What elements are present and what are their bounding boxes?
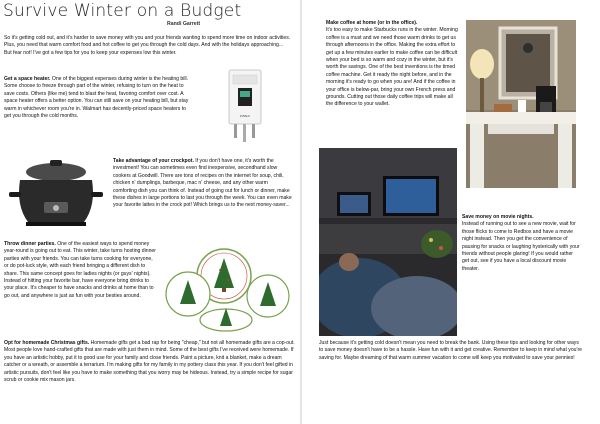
coffee-heading: Make coffee at home (or in the office). bbox=[326, 20, 418, 26]
dinner-body: One of the easiest ways to spend money year-round is going out to eat. This winter, take turns hosting dinner parties with your friends. You can take turns cooking for everyone, or do pot-luck style, with each friend bringing a different dish to share. This same concept goes for ladies nights (or guys' nights). Instead of hitting your favorite bar, have everyone bring drinks to your place. It's cheaper to have snacks and drinks at home than to go out, and anywhere is just as fun with your besties around. bbox=[4, 241, 156, 299]
dinner-heading: Throw dinner parties. bbox=[4, 241, 56, 247]
crockpot-illustration bbox=[6, 158, 106, 234]
heater-body: One of the biggest expenses during winter is the heating bill. Some choose to freeze through part of the winter, refusing to turn on the heat to save costs. Others (like me) tend to blast the heat, favoring comfort over cost. A space heater offers a better option. You can still save on your heating bill, but stay warm in whichever room you're in. Walmart has decently-priced space heaters to get you through the cold months. bbox=[4, 76, 189, 120]
space-heater-illustration bbox=[196, 66, 292, 150]
article-title: Survive Winter on a Budget bbox=[3, 1, 242, 21]
space-heater-photo bbox=[196, 66, 292, 150]
christmas-dishes-photo bbox=[160, 244, 294, 334]
crockpot-paragraph bbox=[113, 158, 293, 210]
intro-paragraph: So it's getting cold out, and it's harder to save money with you and your friends wanting to spend more time on indoor activities. Plus, you need that warm comfort food and hot coffee to get you through the cold days. And with the holidays approaching... But fear not! I've got a few tips for you to keep your expenses low this winter. bbox=[4, 35, 291, 56]
coffee-station-illustration bbox=[466, 20, 576, 188]
gifts-body: Homemade gifts get a bad rap for being "cheap," but not all homemade gifts are a cop-out. Most people love hand-crafted gifts that are made with just them in mind. Some of the best gifts I've received were homemade. If you have an artistic hobby, put it to good use for your family and close friends. Paint a picture, knit a blanket, make a dream catcher or a wreath, or assemble a terrarium. I'm making gifts for my family in my pottery class this year. If you don't feel gifted in artistic pursuits, don't feel like you have to make something that you worry may be hideous. Instead, try a simple recipe for sugar scrub or cookie mix mason jars. bbox=[4, 340, 295, 384]
movies-paragraph bbox=[462, 214, 580, 273]
heater-paragraph bbox=[4, 76, 192, 120]
crockpot-photo bbox=[6, 158, 106, 234]
heater-heading: Get a space heater. bbox=[4, 76, 51, 82]
gifts-heading: Opt for homemade Christmas gifts. bbox=[4, 340, 90, 346]
coffee-paragraph bbox=[326, 20, 460, 109]
crockpot-body: If you don't have one, it's worth the investment! You can sometimes even find inexpensive, secondhand slow cookers at Goodwill. There are tons of recipes on the internet for soup, chili, chicken n' dumplings, barbeque, mac n' cheese, and any other warm comforting dish you can think of. Instead of going out for lunch or dinner, make these dishes in large portions to last you through the week. You can even make your favorite lattes in the crock pot! Which brings us to the next money-saver... bbox=[113, 158, 292, 209]
christmas-dishes-illustration bbox=[160, 244, 294, 334]
coffee-body: It's too easy to make Starbucks runs in the winter. Morning coffee is a must and we need those warm drinks to get us through afternoons in the office. Making the extra effort to get up a few minutes earlier to make coffee can be difficult when your bed is so warm and cozy in the winter, but it's worth the savings. One of the best inventions is the timed coffee machine. Get it ready the night before, and in the morning it's ready to go when you are! And if the coffee in your office is below-par, bring your own French press and grounds. Cutting out those daily coffee trips will make all the difference to your wallet. bbox=[326, 27, 458, 108]
author-byline: Randi Garrett bbox=[167, 21, 201, 27]
dinner-paragraph bbox=[4, 241, 158, 300]
coffee-station-photo bbox=[466, 20, 576, 188]
movies-body: Instead of running out to see a new movie, wait for those flicks to come to Redbox and have a movie night instead. Then you get the convenience of pausing for snacks or laughing hysterically with your friends without people glaring! If you would rather get out, see if you have a local discount movie theater. bbox=[462, 221, 580, 272]
gifts-paragraph bbox=[4, 340, 296, 384]
movie-night-photo bbox=[319, 148, 457, 336]
crockpot-heading: Take advantage of your crockpot. bbox=[113, 158, 194, 164]
closing-paragraph: Just because it's getting cold doesn't mean you need to break the bank. Using these tips and looking for other ways to save money doesn't have to be a hassle. Have fun with it and get creative. Remember to keep in mind what you're saving for. Maybe dreaming of that warm summer vacation to come will keep you motivated to save your pennies! bbox=[319, 340, 583, 361]
movie-night-illustration bbox=[319, 148, 457, 336]
movies-heading: Save money on movie nights. bbox=[462, 214, 534, 220]
heater-brand-label: RINNAI bbox=[239, 114, 251, 118]
